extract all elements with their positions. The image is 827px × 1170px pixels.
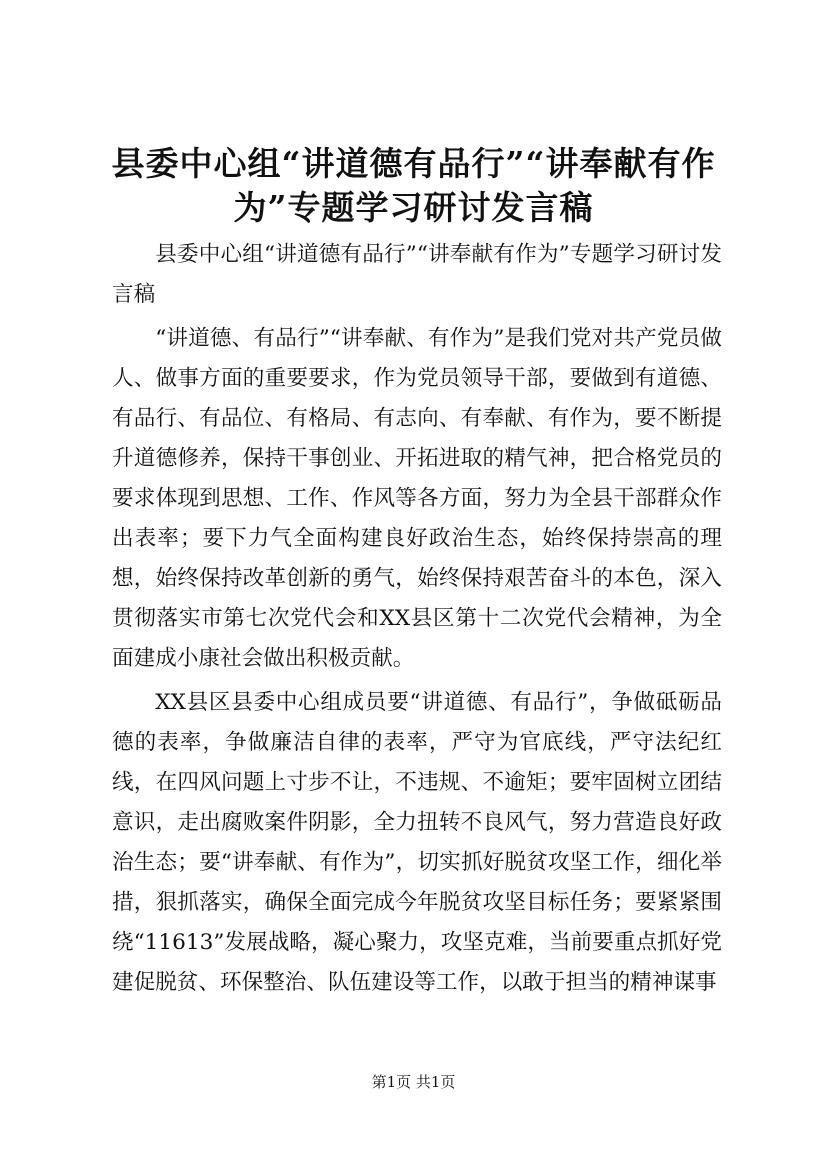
document-title xyxy=(80,142,747,230)
title-line-2: 为”专题学习研讨发言稿 xyxy=(233,188,594,227)
page-number-footer: 第1页 共1页 xyxy=(371,1073,456,1091)
paragraph-requirements: XX县区县委中心组成员要“讲道德、有品行”，争做砥砺品德的表率，争做廉洁自律的表率，严守为官底线，严守法纪红线，在四风问题上寸步不让，不违规、不逾矩；要牢固树立团结意识，走出腐败案件阴影，全力扭转不良风气，努力营造良好政治生态；要“讲奉献、有作为”，切实抓好脱贫攻坚工作，细化举措，狠抓落实，确保全面完成今年脱贫攻坚目标任务；要紧紧围绕“11613”发展战略，凝心聚力，攻坚克难，当前要重点抓好党建促脱贫、环保整治、队伍建设等工作，以敢于担当的精神谋事 xyxy=(112,690,722,995)
document-body xyxy=(112,235,722,1007)
paragraph-heading: 县委中心组“讲道德有品行”“讲奉献有作为”专题学习研讨发言稿 xyxy=(112,242,722,307)
title-line-1: 县委中心组“讲道德有品行”“讲奉献有作 xyxy=(111,144,716,183)
paragraph-intro: “讲道德、有品行”“讲奉献、有作为”是我们党对共产党员做人、做事方面的重要要求，作为党员领导干部，要做到有道德、有品行、有品位、有格局、有志向、有奉献、有作为，要不断提升道德修养，保持干事创业、开拓进取的精气神，把合格党员的要求体现到思想、工作、作风等各方面，努力为全县干部群众作出表率；要下力气全面构建良好政治生态，始终保持崇高的理想，始终保持改革创新的勇气，始终保持艰苦奋斗的本色，深入贯彻落实市第七次党代会和XX县区第十二次党代会精神，为全面建成小康社会做出积极贡献。 xyxy=(112,326,722,671)
